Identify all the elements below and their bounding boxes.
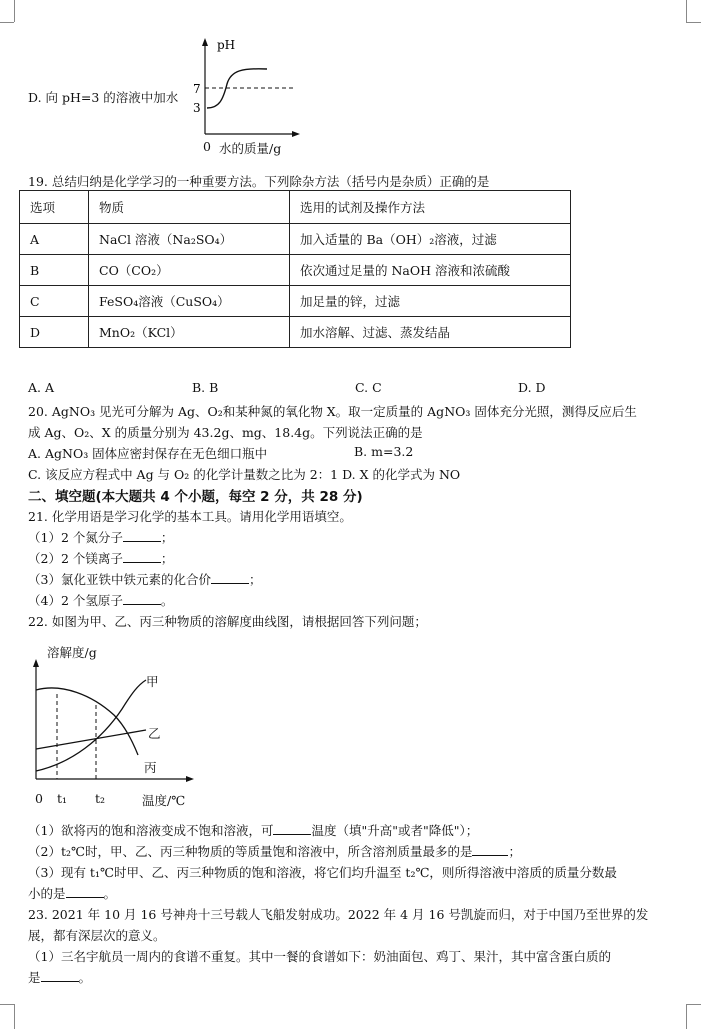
solubility-graph-y-label: 溶解度/g <box>47 645 97 660</box>
answer-blank[interactable] <box>472 843 508 856</box>
q18-option-d: D. 向 pH=3 的溶液中加水 <box>28 90 179 105</box>
q22-sub-3-line-1: （3）现有 t₁℃时甲、乙、丙三种物质的饱和溶液，将它们均升温至 t₂℃，则所得溶液中溶质的质量分数最 <box>28 865 617 880</box>
q23-line-4 <box>28 968 91 986</box>
table-header-cell: 物质 <box>89 191 290 224</box>
q21-item-3 <box>28 570 261 588</box>
q22-sub-1-b: 温度（填"升高"或者"降低"）； <box>311 823 479 838</box>
table-cell: B <box>20 255 89 286</box>
tick-t2: t₂ <box>95 791 106 806</box>
table-header-row <box>20 191 571 224</box>
crop-mark-top-left <box>0 22 14 23</box>
crop-mark-top-right-v <box>686 0 687 22</box>
q21-item-2 <box>28 549 173 567</box>
q21-item-text: （3）氯化亚铁中铁元素的化合价 <box>28 572 211 587</box>
table-header-cell: 选用的试剂及操作方法 <box>290 191 571 224</box>
q23-line-1: 23. 2021 年 10 月 16 号神舟十三号载人飞船发射成功。2022 年 4 月 16 号凯旋而归，对于中国乃至世界的发 <box>28 907 649 922</box>
table-cell: FeSO₄溶液（CuSO₄） <box>89 286 290 317</box>
q21-item-end: 。 <box>160 593 174 608</box>
q23-line-4-a: 是 <box>28 970 41 985</box>
q21-item-end: ； <box>160 551 174 566</box>
answer-blank[interactable] <box>123 550 161 563</box>
q22-sub-3-line-2 <box>28 884 116 902</box>
q19-choice-b: B. B <box>192 380 219 395</box>
ph-graph-x-arrow <box>292 131 300 137</box>
table-row <box>20 317 571 348</box>
q23-line-3: （1）三名宇航员一周内的食谱不重复。其中一餐的食谱如下：奶油面包、鸡丁、果汁，其中富含蛋白质的 <box>28 949 611 964</box>
crop-mark-bottom-right-v <box>686 1004 687 1029</box>
q21-item-text: （1）2 个氮分子 <box>28 530 123 545</box>
ph-graph-x-label: 水的质量/g <box>219 141 282 156</box>
curve-label-jia: 甲 <box>146 674 159 689</box>
q22-sub-2-a: （2）t₂℃时，甲、乙、丙三种物质的等质量饱和溶液中，所含溶剂质量最多的是 <box>28 844 473 859</box>
section-heading: 二、填空题(本大题共 4 个小题，每空 2 分，共 28 分) <box>28 489 363 505</box>
q22-stem: 22. 如图为甲、乙、丙三种物质的溶解度曲线图，请根据回答下列问题； <box>28 614 427 629</box>
curve-label-yi: 乙 <box>148 726 161 741</box>
answer-blank[interactable] <box>123 529 161 542</box>
q21-item-end: ； <box>160 530 174 545</box>
solubility-graph-y-arrow <box>33 659 39 667</box>
q22-sub-1-a: （1）欲将丙的饱和溶液变成不饱和溶液，可 <box>28 823 274 838</box>
answer-blank[interactable] <box>211 571 249 584</box>
q21-item-1 <box>28 528 173 546</box>
solubility-graph-x-arrow <box>186 776 194 782</box>
q22-sub-2 <box>28 842 521 860</box>
q19-choice-a: A. A <box>28 380 55 395</box>
answer-blank[interactable] <box>273 822 311 835</box>
table-header-cell: 选项 <box>20 191 89 224</box>
solubility-graph-origin: 0 <box>35 791 43 806</box>
table-cell: C <box>20 286 89 317</box>
crop-mark-top-left-v <box>14 0 15 22</box>
q23-line-4-b: 。 <box>78 970 92 985</box>
table-row <box>20 286 571 317</box>
table-row <box>20 255 571 286</box>
table-cell: A <box>20 224 89 255</box>
q19-stem: 19. 总结归纳是化学学习的一种重要方法。下列除杂方法（括号内是杂质）正确的是 <box>28 174 490 189</box>
table-cell: 依次通过足量的 NaOH 溶液和浓硫酸 <box>290 255 571 286</box>
tick-t1: t₁ <box>57 791 68 806</box>
q20-line-2: 成 Ag、O₂、X 的质量分别为 43.2g、mg、18.4g。下列说法正确的是 <box>28 425 423 440</box>
ph-graph-origin: 0 <box>203 139 211 154</box>
q19-choice-d: D. D <box>518 380 546 395</box>
q21-item-text: （4）2 个氢原子 <box>28 593 123 608</box>
q20-option-a: A. AgNO₃ 固体应密封保存在无色细口瓶中 <box>28 446 268 461</box>
solubility-graph <box>22 655 202 785</box>
q21-item-end: ； <box>248 572 262 587</box>
q19-table <box>19 190 571 348</box>
table-cell: 加水溶解、过滤、蒸发结晶 <box>290 317 571 348</box>
q21-stem: 21. 化学用语是学习化学的基本工具。请用化学用语填空。 <box>28 509 352 524</box>
answer-blank[interactable] <box>123 592 161 605</box>
q22-sub-3-a: 小的是 <box>28 886 66 901</box>
ph-graph-tick-3: 3 <box>193 101 201 115</box>
q23-line-2: 展，都有深层次的意义。 <box>28 928 166 943</box>
crop-mark-bottom-left-v <box>14 1004 15 1029</box>
curve-bing <box>36 688 138 755</box>
table-cell: NaCl 溶液（Na₂SO₄） <box>89 224 290 255</box>
ph-graph-tick-7: 7 <box>193 82 201 96</box>
table-cell: 加足量的锌，过滤 <box>290 286 571 317</box>
answer-blank[interactable] <box>66 885 104 898</box>
q20-option-b: B. m=3.2 <box>354 444 414 459</box>
answer-blank[interactable] <box>41 969 79 982</box>
table-cell: 加入适量的 Ba（OH）₂溶液，过滤 <box>290 224 571 255</box>
table-cell: MnO₂（KCl） <box>89 317 290 348</box>
crop-mark-top-right <box>686 22 701 23</box>
solubility-graph-x-label: 温度/℃ <box>142 793 186 808</box>
ph-graph-y-label: pH <box>217 38 236 52</box>
curve-label-bing: 丙 <box>144 760 157 775</box>
curve-yi <box>36 730 146 749</box>
q20-line-1: 20. AgNO₃ 见光可分解为 Ag、O₂和某种氮的氧化物 X。取一定质量的 AgNO₃ 固体充分光照，测得反应后生 <box>28 404 637 419</box>
q21-item-4 <box>28 591 173 609</box>
crop-mark-bottom-left <box>0 1004 14 1005</box>
q20-line-4: C. 该反应方程式中 Ag 与 O₂ 的化学计量数之比为 2：1 D. X 的化学式为 NO <box>28 467 461 482</box>
q21-item-text: （2）2 个镁离子 <box>28 551 123 566</box>
q22-sub-3-b: 。 <box>103 886 117 901</box>
ph-graph-y-arrow <box>202 38 208 46</box>
crop-mark-bottom-right <box>686 1004 701 1005</box>
table-cell: CO（CO₂） <box>89 255 290 286</box>
q19-choice-c: C. C <box>355 380 382 395</box>
curve-jia <box>36 680 146 771</box>
q22-sub-2-b: ； <box>508 844 521 859</box>
table-cell: D <box>20 317 89 348</box>
q22-sub-1 <box>28 821 478 839</box>
table-row <box>20 224 571 255</box>
